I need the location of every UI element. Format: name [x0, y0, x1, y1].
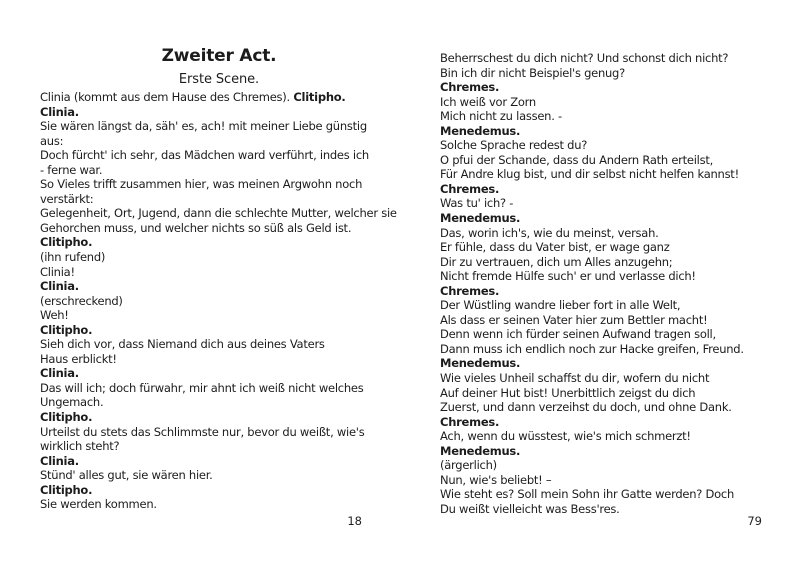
text-line	[440, 226, 798, 241]
verse-text: Denn wenn ich fürder seinen Aufwand tragen soll,	[440, 327, 716, 342]
text-line	[40, 221, 398, 236]
text-line	[440, 167, 798, 182]
verse-text: Stünd' alles gut, sie wären hier.	[40, 468, 213, 483]
verse-text: Beherrschest du dich nicht? Und schonst dich nicht?	[440, 51, 729, 65]
verse-text: Urteilst du stets das Schlimmste nur, bevor du weißt, wie's	[40, 424, 365, 439]
text-line	[40, 366, 398, 381]
text-line	[440, 284, 798, 299]
text-line	[40, 468, 398, 483]
text-line	[40, 235, 398, 250]
text-line	[40, 395, 398, 410]
text-line	[440, 211, 798, 226]
text-line	[40, 177, 398, 192]
text-line	[40, 381, 398, 396]
text-line	[440, 240, 798, 255]
text-line	[40, 439, 398, 454]
text-line	[40, 192, 398, 207]
verse-text: Wie steht es? Soll mein Sohn ihr Gatte werden? Doch	[440, 487, 735, 502]
text-line	[40, 206, 398, 221]
right-page-text	[440, 51, 798, 517]
text-line	[440, 458, 798, 473]
verse-text: Bin ich dir nicht Beispiel's genug?	[440, 65, 625, 80]
verse-text: So Vieles trifft zusammen hier, was meinen Argwohn noch	[40, 177, 363, 192]
text-line	[440, 196, 798, 211]
text-line	[40, 497, 398, 512]
left-page	[40, 0, 398, 566]
verse-text: verstärkt:	[40, 191, 94, 206]
text-line	[440, 269, 798, 284]
verse-text: Clinia (kommt aus dem Hause des Chremes).	[40, 90, 294, 104]
text-line	[40, 134, 398, 149]
text-line	[40, 148, 398, 163]
verse-text: O pfui der Schande, dass du Andern Rath erteilst,	[440, 152, 714, 167]
right-page	[440, 0, 798, 566]
text-line	[40, 119, 398, 134]
verse-text: Ungemach.	[40, 395, 104, 410]
text-line	[440, 356, 798, 371]
verse-text: (ärgerlich)	[440, 458, 497, 473]
verse-text: - ferne war.	[40, 162, 103, 177]
text-line	[40, 105, 398, 120]
text-line	[40, 279, 398, 294]
speaker-name: Chremes.	[440, 283, 500, 298]
verse-text: aus:	[40, 133, 64, 148]
text-line	[40, 410, 398, 425]
text-line	[440, 95, 798, 110]
verse-text: (erschreckend)	[40, 293, 123, 308]
verse-text: Das, worin ich's, wie du meinst, versah.	[440, 225, 659, 240]
verse-text: Solche Sprache redest du?	[440, 138, 588, 153]
verse-text: Gelegenheit, Ort, Jugend, dann die schlechte Mutter, welcher sie	[40, 206, 397, 221]
verse-text: Clinia!	[40, 264, 75, 279]
verse-text: Für Andre klug bist, und dir selbst nicht helfen kannst!	[440, 167, 739, 182]
text-line	[440, 313, 798, 328]
text-line	[440, 80, 798, 95]
act-heading: Zweiter Act.	[161, 46, 277, 66]
speaker-name: Clinia.	[40, 366, 79, 381]
text-line	[40, 250, 398, 265]
text-line	[440, 502, 798, 517]
speaker-name: Chremes.	[440, 181, 500, 196]
speaker-name: Clinia.	[40, 104, 79, 119]
text-line	[440, 182, 798, 197]
speaker-name: Clitipho.	[40, 410, 93, 425]
text-line	[40, 90, 398, 105]
text-line	[40, 163, 398, 178]
text-line	[40, 352, 398, 367]
speaker-name: Clitipho.	[40, 235, 93, 250]
verse-text: (ihn rufend)	[40, 250, 106, 265]
text-line	[440, 487, 798, 502]
text-line	[440, 138, 798, 153]
verse-text: Ach, wenn du wüsstest, wie's mich schmerzt!	[440, 429, 691, 444]
text-line	[40, 308, 398, 323]
right-page-number: 79	[747, 514, 762, 528]
left-page-text	[40, 90, 398, 512]
text-line	[440, 51, 798, 66]
verse-text: Gehorchen muss, und welcher nichts so süß als Geld ist.	[40, 220, 352, 235]
speaker-name: Clitipho.	[40, 322, 93, 337]
verse-text: Er fühle, dass du Vater bist, er wage ganz	[440, 240, 670, 255]
verse-text: Wie vieles Unheil schaffst du dir, wofern du nicht	[440, 371, 710, 386]
verse-text: Dann muss ich endlich noch zur Hacke greifen, Freund.	[440, 341, 744, 356]
speaker-name: Menedemus.	[440, 356, 521, 371]
verse-text: Nicht fremde Hülfe such' er und verlasse dich!	[440, 269, 696, 284]
text-line	[440, 109, 798, 124]
verse-text: wirklich steht?	[40, 439, 120, 454]
speaker-name: Clinia.	[40, 279, 79, 294]
text-line	[440, 386, 798, 401]
text-line	[40, 483, 398, 498]
text-line	[440, 327, 798, 342]
verse-text: Sie werden kommen.	[40, 497, 157, 512]
speaker-name: Chremes.	[440, 414, 500, 429]
speaker-name: Chremes.	[440, 80, 500, 95]
text-line	[40, 323, 398, 338]
verse-text: Als dass er seinen Vater hier zum Bettler macht!	[440, 312, 708, 327]
verse-text: Du weißt vielleicht was Bess'res.	[440, 501, 620, 516]
text-line	[440, 66, 798, 81]
verse-text: Weh!	[40, 308, 69, 323]
text-line	[440, 444, 798, 459]
text-line	[40, 265, 398, 280]
speaker-name: Clitipho.	[293, 90, 346, 104]
speaker-name: Menedemus.	[440, 443, 521, 458]
verse-text: Ich weiß vor Zorn	[440, 94, 536, 109]
verse-text: Zuerst, und dann verzeihst du doch, und ohne Dank.	[440, 400, 732, 415]
text-line	[440, 371, 798, 386]
verse-text: Nun, wie's beliebt! –	[440, 472, 552, 487]
verse-text: Mich nicht zu lassen. -	[440, 109, 562, 124]
text-line	[440, 153, 798, 168]
text-line	[440, 400, 798, 415]
left-page-number: 18	[347, 514, 362, 528]
text-line	[40, 294, 398, 309]
speaker-name: Menedemus.	[440, 123, 521, 138]
verse-text: Sie wären längst da, säh' es, ach! mit meiner Liebe günstig	[40, 119, 367, 134]
text-line	[440, 342, 798, 357]
speaker-name: Clinia.	[40, 453, 79, 468]
speaker-name: Clitipho.	[40, 482, 93, 497]
text-line	[440, 429, 798, 444]
text-line	[440, 298, 798, 313]
verse-text: Doch fürcht' ich sehr, das Mädchen ward verführt, indes ich	[40, 148, 369, 163]
text-line	[440, 124, 798, 139]
text-line	[440, 415, 798, 430]
text-line	[40, 425, 398, 440]
text-line	[40, 337, 398, 352]
text-line	[440, 255, 798, 270]
verse-text: Was tu' ich? -	[440, 196, 514, 211]
verse-text: Sieh dich vor, dass Niemand dich aus deines Vaters	[40, 337, 325, 352]
verse-text: Der Wüstling wandre lieber fort in alle Welt,	[440, 298, 681, 313]
verse-text: Auf deiner Hut bist! Unerbittlich zeigst du dich	[440, 385, 696, 400]
verse-text: Dir zu vertrauen, dich um Alles anzugehn;	[440, 254, 673, 269]
verse-text: Haus erblickt!	[40, 351, 117, 366]
text-line	[440, 473, 798, 488]
verse-text: Das will ich; doch fürwahr, mir ahnt ich weiß nicht welches	[40, 380, 364, 395]
speaker-name: Menedemus.	[440, 211, 521, 226]
scene-heading: Erste Scene.	[178, 72, 260, 87]
text-line	[40, 454, 398, 469]
